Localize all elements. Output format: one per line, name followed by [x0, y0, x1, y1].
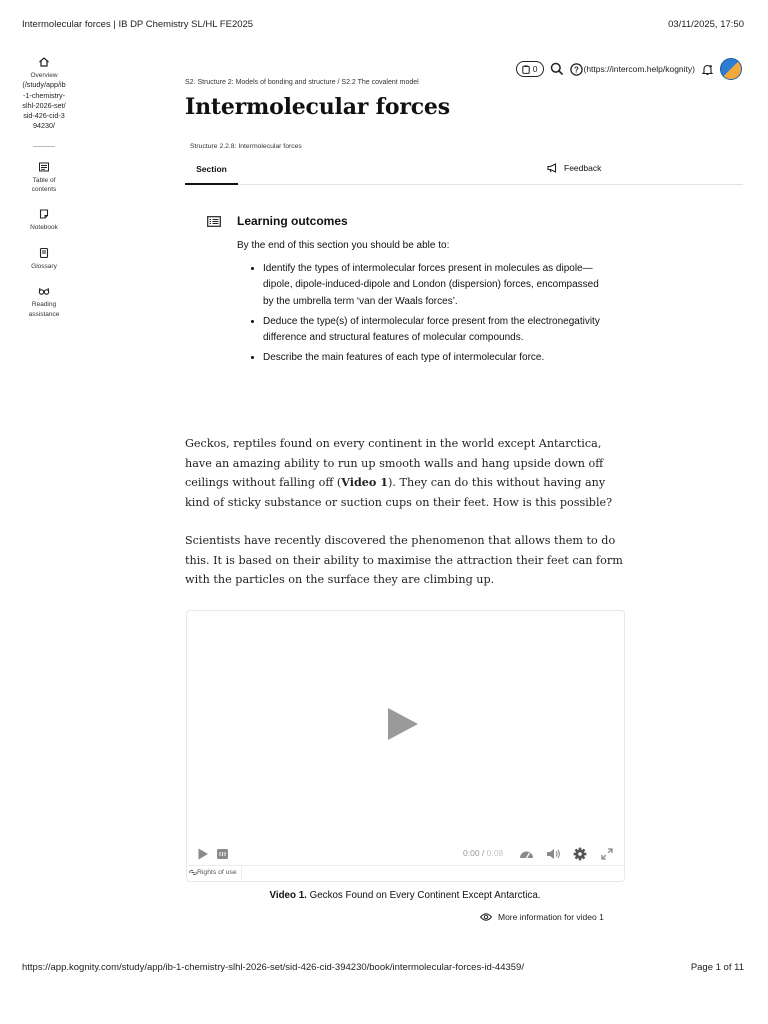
rail-notebook-label: Notebook	[30, 224, 58, 232]
fullscreen-icon[interactable]	[601, 848, 613, 860]
list-item: • Deduce the type(s) of intermolecular force present from the electronegativity difference and structural features of molecular compounds.	[263, 314, 603, 347]
learning-outcomes-title: Learning outcomes	[237, 214, 348, 228]
print-doc-title: Intermolecular forces | IB DP Chemistry SL/HL FE2025	[22, 19, 254, 30]
gear-icon[interactable]	[573, 847, 587, 861]
learning-outcomes	[207, 214, 607, 371]
feedback-label: Feedback	[564, 163, 602, 173]
section-tabs	[185, 158, 743, 185]
print-header	[22, 19, 744, 30]
learning-outcomes-intro: By the end of this section you should be able to:	[237, 240, 450, 251]
video-controls	[187, 843, 624, 865]
print-footer	[22, 962, 744, 973]
paragraph-text: ). They can do this without having any kind of sticky substance or suction cups on their feet. How is this possible?	[185, 476, 613, 509]
left-rail	[22, 56, 66, 319]
rights-label: Rights of use	[197, 869, 237, 876]
clipboard-icon	[522, 65, 530, 74]
home-icon	[38, 56, 50, 68]
tab-section[interactable]: Section	[185, 158, 238, 185]
paragraph-scientists: Scientists have recently discovered the phenomenon that allows them to do this. It is based on their ability to maximise the attraction their feet can form with the particles on the surface they are climbing up.	[185, 534, 623, 587]
video-player[interactable]	[186, 610, 625, 882]
play-large-icon[interactable]	[388, 708, 418, 740]
bell-icon[interactable]	[701, 63, 714, 76]
feedback-button[interactable]	[547, 163, 601, 173]
rail-glossary[interactable]	[22, 247, 66, 271]
captions-icon[interactable]	[217, 849, 228, 859]
utility-bar	[516, 58, 742, 80]
rail-reading-assistance[interactable]	[22, 285, 66, 319]
caption-text: Geckos Found on Every Continent Except Antarctica.	[306, 890, 541, 901]
notifications-counter[interactable]	[516, 61, 544, 77]
rail-toc-label: Table of contents	[31, 176, 57, 193]
play-icon[interactable]	[197, 848, 209, 860]
search-icon[interactable]	[550, 62, 564, 76]
time-total: 0:08	[486, 848, 504, 858]
glasses-icon	[38, 285, 50, 297]
print-datetime: 03/11/2025, 17:50	[668, 19, 744, 30]
rail-notebook[interactable]	[22, 208, 66, 232]
rights-bar	[187, 865, 624, 880]
learning-outcomes-list	[237, 261, 603, 367]
help-link[interactable]	[570, 63, 696, 76]
paragraph-geckos	[185, 434, 625, 512]
rail-overview[interactable]	[22, 56, 66, 132]
breadcrumb[interactable]: S2. Structure 2: Models of bonding and structure / S2.2 The covalent model	[185, 79, 419, 86]
rail-overview-path: (/study/app/ib-1-chemistry-slhl-2026-set/sid-426-cid-394230/	[22, 80, 66, 131]
playback-speed-icon[interactable]	[519, 848, 534, 860]
rail-overview-label: Overview	[30, 72, 58, 79]
question-icon	[570, 63, 583, 76]
help-link-text: (https://intercom.help/kognity)	[583, 64, 695, 74]
rail-table-of-contents[interactable]	[22, 161, 66, 195]
paragraph-text: Geckos, reptiles found on every continent in the world except Antarctica, have an amazing ability to run up smooth walls and hang upside down off ceilings without falling off (	[185, 437, 604, 490]
rail-reading-label: Reading assistance	[28, 301, 60, 318]
rights-of-use-button[interactable]	[187, 866, 242, 879]
list-icon	[38, 161, 50, 173]
page-title: Intermolecular forces	[185, 94, 450, 120]
video-caption	[185, 890, 625, 901]
eye-icon	[480, 913, 492, 921]
print-page-number: Page 1 of 11	[690, 962, 744, 973]
counter-value: 0	[532, 64, 538, 74]
list-icon	[207, 216, 221, 227]
print-url: https://app.kognity.com/study/app/ib-1-chemistry-slhl-2026-set/sid-426-cid-394230/book/intermolecular-forces-id-44359/	[22, 962, 524, 973]
rail-divider	[33, 146, 55, 147]
book-icon	[38, 247, 50, 259]
list-item: • Identify the types of intermolecular forces present in molecules as dipole—dipole, dipole-induced-dipole and London (dispersion) forces, encompassed by the umbrella term ‘van der Waals forces’.	[263, 261, 603, 310]
more-info-button[interactable]	[480, 912, 604, 922]
volume-icon[interactable]	[546, 848, 561, 860]
more-info-label: More information for video 1	[498, 912, 604, 922]
time-current: 0:00	[463, 848, 480, 858]
video-reference-link[interactable]: Video 1	[341, 475, 389, 490]
caption-label: Video 1.	[269, 890, 307, 901]
list-item: • Describe the main features of each type of intermolecular force.	[263, 350, 603, 366]
page-subtitle: Structure 2.2.8: Intermolecular forces	[190, 143, 302, 150]
megaphone-icon	[547, 163, 558, 173]
video-time	[463, 848, 503, 858]
svg-text:?: ?	[573, 64, 579, 74]
link-icon	[189, 869, 197, 876]
learning-outcomes-heading	[207, 214, 607, 228]
notebook-icon	[38, 208, 50, 220]
time-separator: /	[479, 848, 487, 858]
user-avatar[interactable]	[720, 58, 742, 80]
rail-glossary-label: Glossary	[31, 262, 57, 270]
